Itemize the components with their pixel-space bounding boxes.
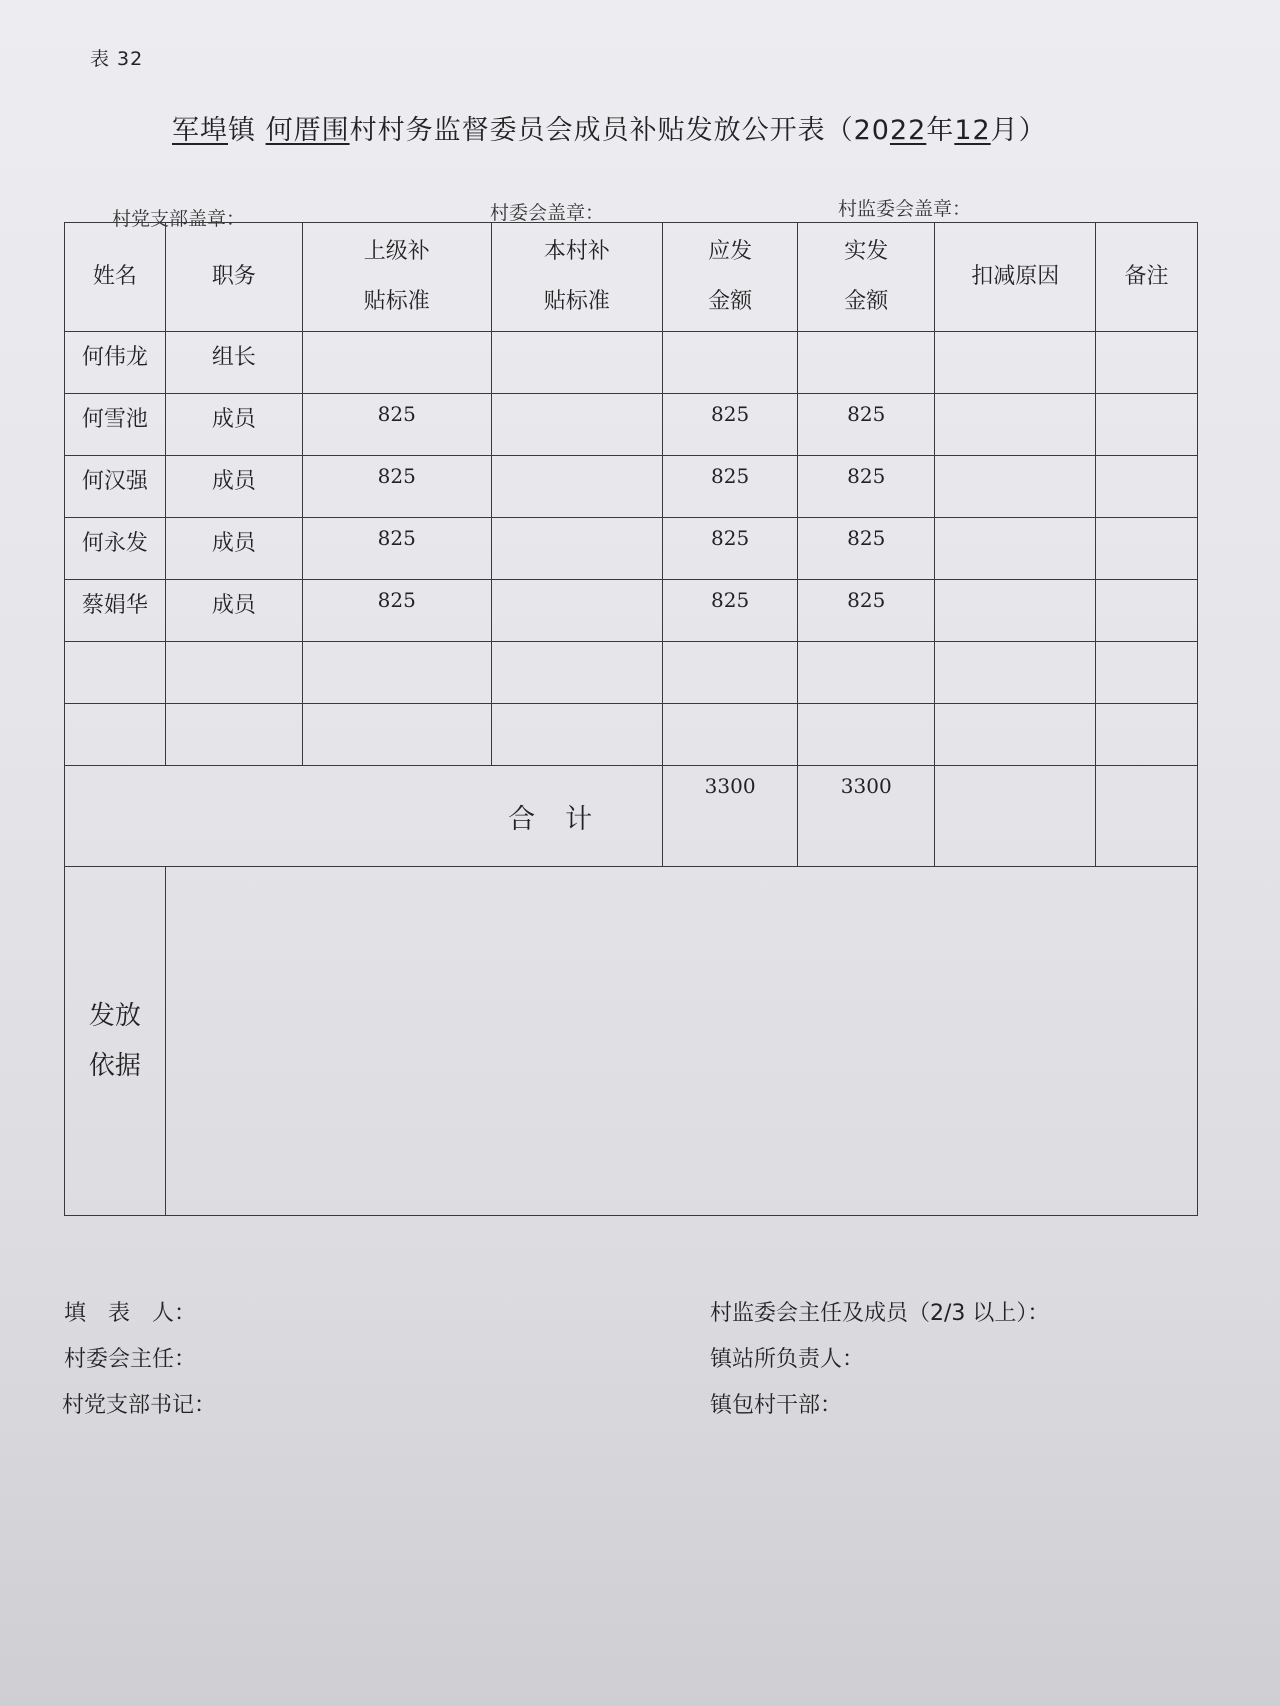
cell-actual-amount xyxy=(798,642,935,704)
cell-deduction-reason xyxy=(935,518,1096,580)
cell-actual-amount: 825 xyxy=(798,518,935,580)
header-actual-amount xyxy=(798,223,935,332)
table-row xyxy=(65,580,1198,642)
cell-village-standard xyxy=(491,394,663,456)
cell-due-amount xyxy=(663,704,798,766)
basis-label-line2: 依据 xyxy=(88,1051,141,1081)
header-remarks: 备注 xyxy=(1096,223,1198,332)
cell-deduction-reason xyxy=(935,580,1096,642)
form-number: 表 32 xyxy=(90,48,144,70)
signature-party-secretary: 村党支部书记： xyxy=(62,1393,217,1418)
cell-position xyxy=(165,704,302,766)
cell-position: 成员 xyxy=(165,456,302,518)
stamp-committee: 村委会盖章： xyxy=(490,202,605,224)
basis-label xyxy=(65,867,166,1216)
header-upper-standard-line2: 贴标准 xyxy=(363,289,430,314)
basis-row xyxy=(65,867,1198,1216)
header-actual-line2: 金额 xyxy=(844,289,889,314)
subsidy-table xyxy=(64,222,1198,1216)
cell-name xyxy=(65,642,166,704)
signature-town-cadre: 镇包村干部： xyxy=(710,1393,843,1418)
header-due-amount xyxy=(663,223,798,332)
header-upper-standard-line1: 上级补 xyxy=(363,239,430,264)
cell-due-amount xyxy=(663,642,798,704)
signature-committee-director: 村委会主任： xyxy=(64,1347,197,1372)
cell-village-standard xyxy=(491,456,663,518)
title-town: 军埠 xyxy=(172,115,228,146)
cell-upper-standard: 825 xyxy=(302,394,491,456)
title-village: 何厝围 xyxy=(265,115,350,146)
header-due-line1: 应发 xyxy=(708,239,753,264)
title-month: 12 xyxy=(954,115,991,146)
signature-filler: 填 表 人： xyxy=(64,1301,197,1326)
cell-upper-standard xyxy=(302,704,491,766)
total-actual-amount: 3300 xyxy=(798,766,935,867)
header-village-standard-line1: 本村补 xyxy=(543,239,610,264)
table-row xyxy=(65,332,1198,394)
basis-content xyxy=(165,867,1197,1216)
cell-upper-standard: 825 xyxy=(302,580,491,642)
header-row xyxy=(65,223,1198,332)
header-due-line2: 金额 xyxy=(708,289,753,314)
table-row xyxy=(65,642,1198,704)
header-deduction-reason: 扣减原因 xyxy=(935,223,1096,332)
cell-upper-standard: 825 xyxy=(302,518,491,580)
cell-actual-amount: 825 xyxy=(798,394,935,456)
title-town-suffix: 镇 xyxy=(228,115,256,146)
stamp-supervision: 村监委会盖章： xyxy=(838,198,972,220)
cell-remarks xyxy=(1096,704,1198,766)
table-row xyxy=(65,394,1198,456)
cell-position: 成员 xyxy=(165,518,302,580)
cell-actual-amount xyxy=(798,332,935,394)
cell-upper-standard xyxy=(302,332,491,394)
cell-name xyxy=(65,704,166,766)
title-year-tail: 22 xyxy=(889,115,927,146)
cell-village-standard xyxy=(491,580,663,642)
cell-remarks xyxy=(1096,642,1198,704)
cell-deduction-reason xyxy=(935,642,1096,704)
total-row xyxy=(65,766,1198,867)
cell-deduction-reason xyxy=(935,456,1096,518)
cell-village-standard xyxy=(491,518,663,580)
cell-upper-standard xyxy=(302,642,491,704)
cell-name: 何汉强 xyxy=(65,456,166,518)
total-remarks xyxy=(1096,766,1198,867)
cell-village-standard xyxy=(491,332,663,394)
title-rest: 村村务监督委员会成员补贴发放公开表（20 xyxy=(349,115,890,146)
header-name: 姓名 xyxy=(65,223,166,332)
header-actual-line1: 实发 xyxy=(844,239,889,264)
cell-remarks xyxy=(1096,518,1198,580)
cell-actual-amount: 825 xyxy=(798,580,935,642)
cell-due-amount xyxy=(663,332,798,394)
cell-village-standard xyxy=(491,704,663,766)
signature-station-head: 镇站所负责人： xyxy=(710,1347,865,1372)
cell-due-amount: 825 xyxy=(663,518,798,580)
cell-name: 蔡娟华 xyxy=(65,580,166,642)
signature-supervision-members: 村监委会主任及成员（2/3 以上）： xyxy=(710,1301,1050,1326)
cell-deduction-reason xyxy=(935,704,1096,766)
cell-remarks xyxy=(1096,580,1198,642)
cell-name: 何伟龙 xyxy=(65,332,166,394)
table-row xyxy=(65,704,1198,766)
cell-deduction-reason xyxy=(935,394,1096,456)
cell-position xyxy=(165,642,302,704)
total-label: 合计 xyxy=(65,766,663,867)
cell-name: 何永发 xyxy=(65,518,166,580)
header-village-standard-line2: 贴标准 xyxy=(543,289,610,314)
total-deduction-reason xyxy=(935,766,1096,867)
table-row xyxy=(65,518,1198,580)
total-due-amount: 3300 xyxy=(663,766,798,867)
header-village-standard xyxy=(491,223,663,332)
cell-due-amount: 825 xyxy=(663,456,798,518)
cell-position: 成员 xyxy=(165,394,302,456)
cell-actual-amount xyxy=(798,704,935,766)
title-month-suffix: 月） xyxy=(990,115,1047,146)
header-upper-standard xyxy=(302,223,491,332)
header-position: 职务 xyxy=(165,223,302,332)
cell-remarks xyxy=(1096,456,1198,518)
cell-village-standard xyxy=(491,642,663,704)
cell-due-amount: 825 xyxy=(663,394,798,456)
cell-remarks xyxy=(1096,394,1198,456)
title-year-suffix: 年 xyxy=(926,115,955,146)
cell-due-amount: 825 xyxy=(663,580,798,642)
cell-upper-standard: 825 xyxy=(302,456,491,518)
cell-remarks xyxy=(1096,332,1198,394)
cell-position: 组长 xyxy=(165,332,302,394)
cell-name: 何雪池 xyxy=(65,394,166,456)
cell-deduction-reason xyxy=(935,332,1096,394)
table-row xyxy=(65,456,1198,518)
page-title xyxy=(172,108,1047,147)
cell-actual-amount: 825 xyxy=(798,456,935,518)
cell-position: 成员 xyxy=(165,580,302,642)
basis-label-line1: 发放 xyxy=(88,1001,141,1031)
stamp-party: 村党支部盖章： xyxy=(112,208,246,230)
